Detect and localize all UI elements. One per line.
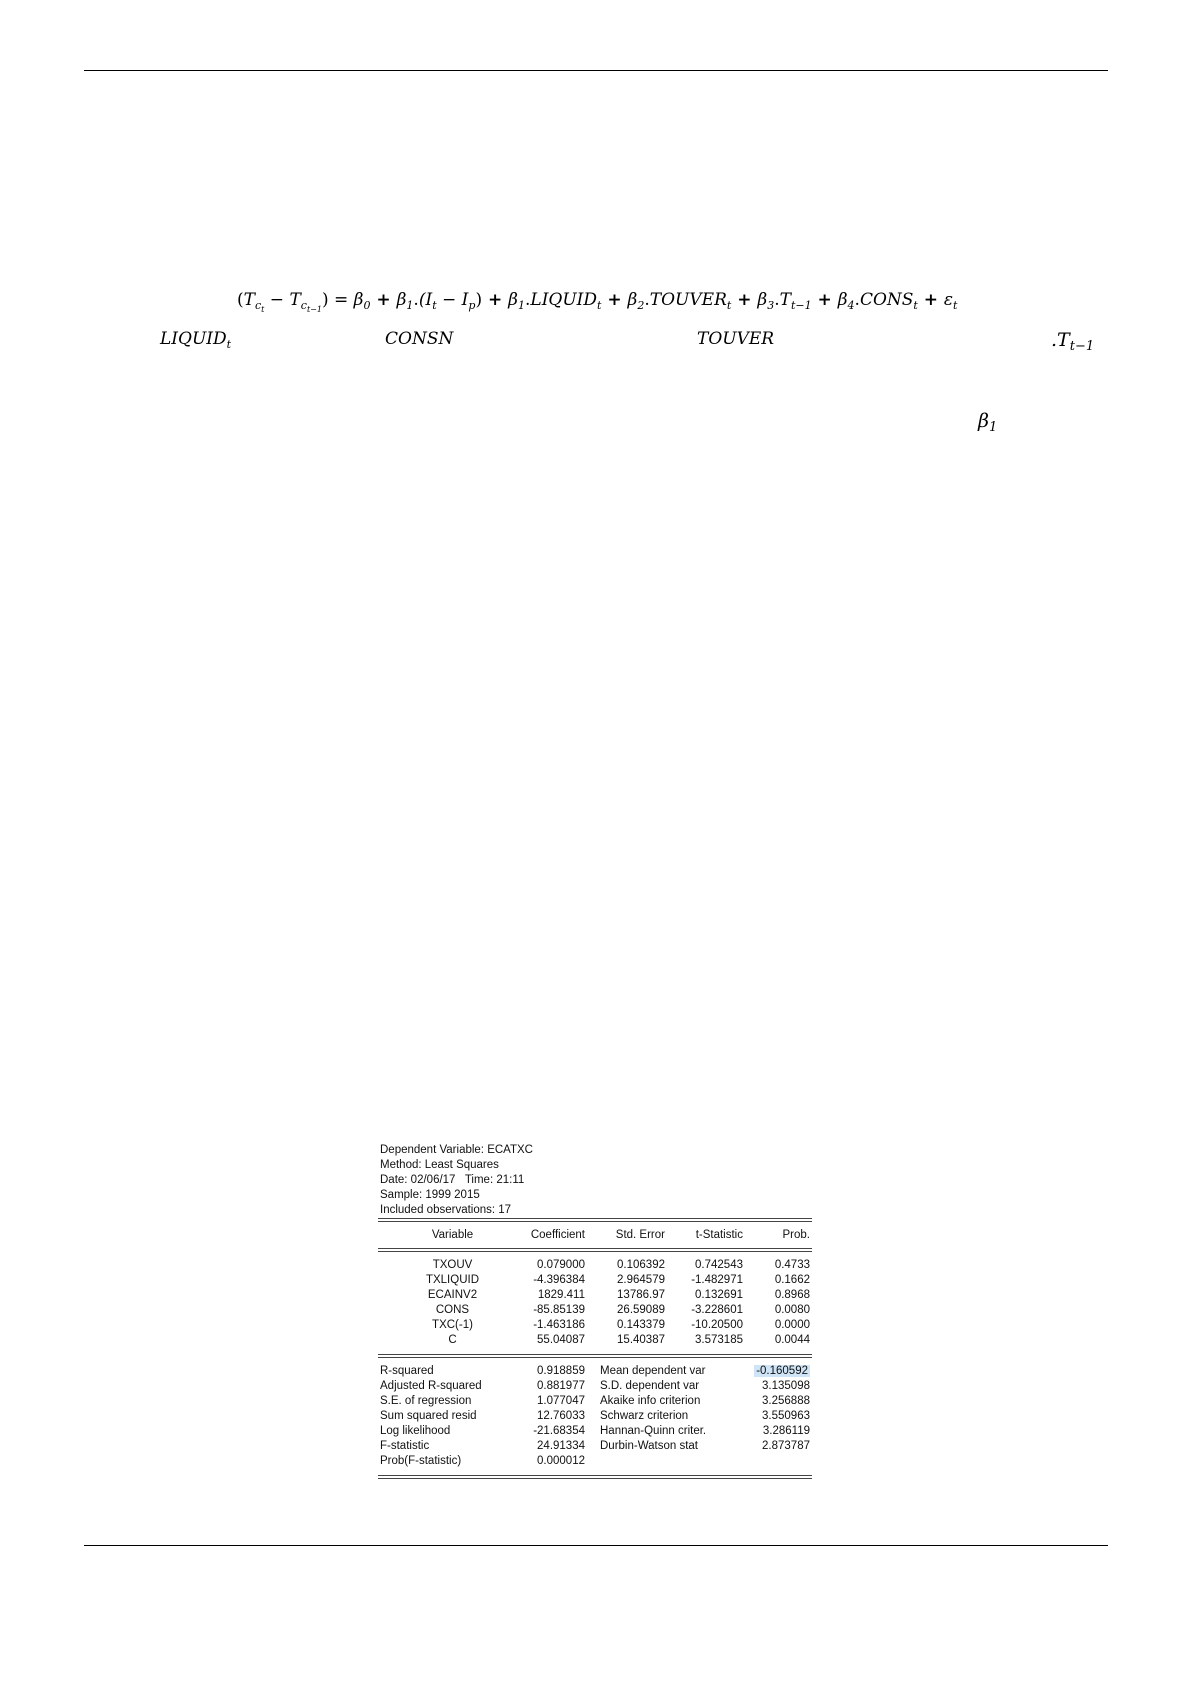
dependent-variable: Dependent Variable: ECATXC: [380, 1144, 533, 1156]
observations: Included observations: 17: [380, 1204, 512, 1216]
stat-row: F-statistic 24.91334 Durbin-Watson stat 2.873787: [380, 1440, 810, 1452]
stat-row: Log likelihood -21.68354 Hannan-Quinn criter. 3.286119: [380, 1425, 810, 1437]
col-std-error: Std. Error: [615, 1229, 665, 1241]
coefficient-table: [380, 1222, 810, 1248]
output-header: [380, 1143, 810, 1218]
stat-row: R-squared 0.918859 Mean dependent var -0.160592: [380, 1365, 808, 1377]
double-rule: [378, 1475, 812, 1479]
table-row: TXOUV 0.079000 0.106392 0.742543 0.4733: [432, 1259, 810, 1271]
stat-row: Adjusted R-squared 0.881977 S.D. dependent var 3.135098: [380, 1380, 810, 1392]
symbol-consn: CONSN: [385, 329, 454, 349]
header-rule: [84, 70, 1108, 71]
stat-row: Prob(F-statistic) 0.000012: [380, 1455, 585, 1467]
table-header: [380, 1222, 810, 1248]
summary-statistics: [380, 1364, 810, 1469]
symbol-beta1: $\beta_1$: [978, 410, 998, 435]
method: Method: Least Squares: [380, 1159, 499, 1171]
table-row: C 55.04087 15.40387 3.573185 0.0044: [448, 1334, 810, 1346]
sample: Sample: 1999 2015: [380, 1189, 480, 1201]
footer-rule: [84, 1545, 1108, 1546]
table-row: TXC(-1) -1.463186 0.143379 -10.20500 0.0000: [432, 1319, 810, 1331]
col-t-statistic: t-Statistic: [695, 1229, 743, 1241]
date-time: Date: 02/06/17 Time: 21:11: [380, 1174, 525, 1186]
table-row: ECAINV2 1829.411 13786.97 0.132691 0.8968: [427, 1289, 810, 1301]
regression-output: [380, 1143, 810, 1479]
symbol-t-lag: $.T_{t-1}$: [1051, 329, 1095, 354]
symbol-liquid: $LIQUID_t$: [160, 329, 232, 351]
col-variable: Variable: [431, 1229, 474, 1241]
highlighted-value: -0.160592: [756, 1365, 808, 1377]
stat-row: S.E. of regression 1.077047 Akaike info criterion 3.256888: [380, 1395, 810, 1407]
col-prob: Prob.: [782, 1229, 810, 1241]
table-row: CONS -85.85139 26.59089 -3.228601 0.0080: [435, 1304, 810, 1316]
double-rule: [378, 1354, 812, 1358]
double-rule: [378, 1248, 812, 1252]
table-row: TXLIQUID -4.396384 2.964579 -1.482971 0.1662: [425, 1274, 810, 1286]
col-coefficient: Coefficient: [530, 1229, 585, 1241]
regression-equation: $(T_{c_t} - T_{c_{t-1}}) = \beta_0 + \beta_1.(I_t - I_p)$ + $\beta_1.LIQUID_t$ + $\beta_2.TOUVER_t + \beta_3.T_{t-1}$ + $\beta_4.CONS_t + \varepsilon_t$: [237, 290, 958, 314]
coefficient-rows: [380, 1258, 810, 1348]
stat-row: Sum squared resid 12.76033 Schwarz criterion 3.550963: [380, 1410, 810, 1422]
symbol-touver: TOUVER: [697, 329, 775, 349]
